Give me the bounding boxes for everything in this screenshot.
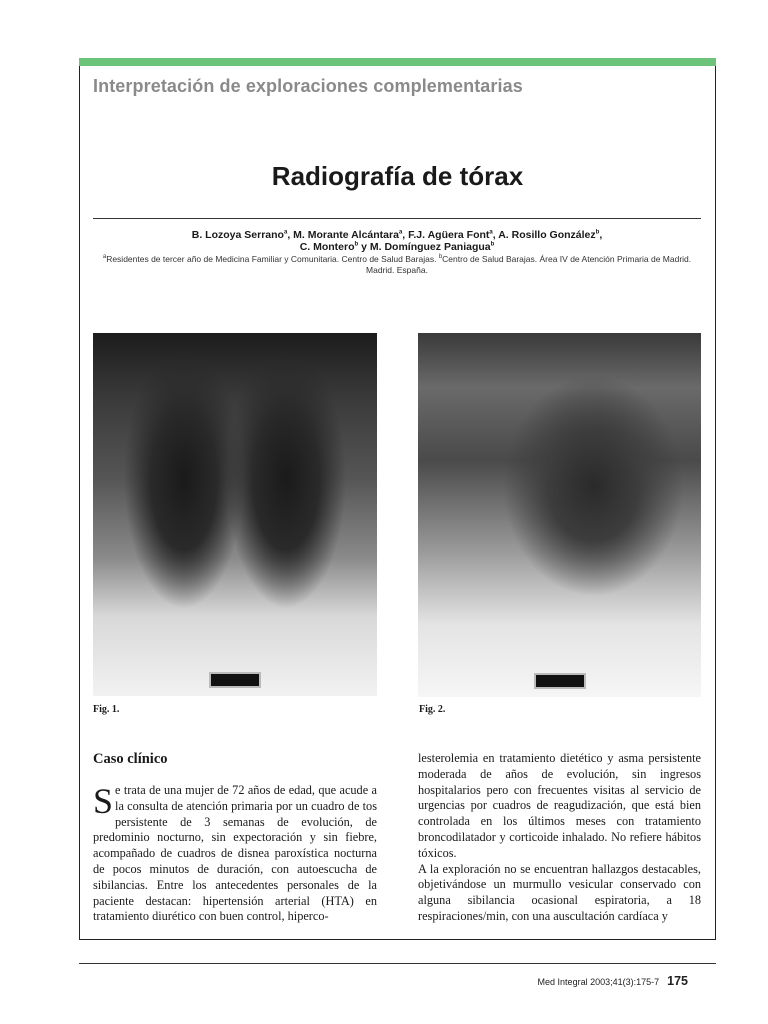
figure-2-image [418,333,701,697]
drop-cap: S [93,781,114,821]
author-1: B. Lozoya Serrano [191,229,284,241]
film-label-plate [534,673,586,689]
footer [538,974,688,988]
figure-1-image [93,333,377,696]
author-4: , A. Rosillo González [492,229,596,241]
section-heading: Caso clínico [93,751,168,767]
footer-rule [79,963,716,964]
title-rule [93,218,701,219]
author-6: y M. Domínguez Paniagua [358,241,491,253]
section-header: Interpretación de exploraciones complementarias [93,76,523,96]
text-column-right [418,751,701,925]
film-label-plate [209,672,261,688]
affil-mark: a [102,254,107,261]
accent-bar [79,58,716,66]
affil-mark: b [354,241,359,248]
affil-mark: a [398,229,403,236]
affil-mark: b [490,241,495,248]
affil-mark: a [489,229,493,236]
affil-mark: b [438,254,443,261]
author-5: C. Montero [299,241,355,253]
affiliation-a: Residentes de tercer año de Medicina Familiar y Comunitaria. Centro de Salud Barajas. [106,254,437,264]
paragraph: e trata de una mujer de 72 años de edad, que acude a la consulta de atención primaria por un cuadro de tos persistente de 3 semanas de evolución, de predominio nocturno, sin expectoración y sin fiebre, acompañado de cuadros de disnea paroxística nocturna de pocos minutos de duración, con autoescucha de sibilancias. Entre los antecedentes personales de la paciente destacan: hipertensión arterial (HTA) en tratamiento diurético con buen control, hiperco- [93,783,377,924]
paragraph: A la exploración no se encuentran hallazgos destacables, objetivándose un murmullo vesicular conservado con alguna sibilancia ocasional espiratoria, a 18 respiraciones/min, con una auscultación cardíaca y [418,861,701,923]
author-list: B. Lozoya Serrano$^a$, M. Morante Alcántara$^a$, F.J. Agüera Font$^a$, A. Rosillo González$^b$, C. Montero$^b$ y M. Domínguez Paniagua$^b$ [191,229,603,253]
text-column-left [93,783,377,925]
author-3: , F.J. Agüera Font [402,229,490,241]
affiliation-b: Centro de Salud Barajas. Área IV de Atención Primaria de Madrid. Madrid. España. [366,254,692,275]
paragraph: lesterolemia en tratamiento dietético y asma persistente moderada de años de evolución, sin ingresos hospitalarios pero con frecuentes visitas al servicio de urgencias por cuadros de reagudización, que está bien controlada en los últimos meses con tratamiento broncodilatador y corticoide inhalado. No refiere hábitos tóxicos. [418,751,701,860]
affil-mark: b [595,229,600,236]
figure-2-caption: Fig. 2. [419,704,446,715]
article-title: Radiografía de tórax [271,161,524,191]
figure-1-caption: Fig. 1. [93,704,120,715]
journal-citation: Med Integral 2003;41(3):175-7 [537,977,660,987]
author-2: , M. Morante Alcántara [287,229,399,241]
affil-mark: a [283,229,288,236]
page-number: 175 [667,974,688,988]
affiliations [93,254,701,276]
